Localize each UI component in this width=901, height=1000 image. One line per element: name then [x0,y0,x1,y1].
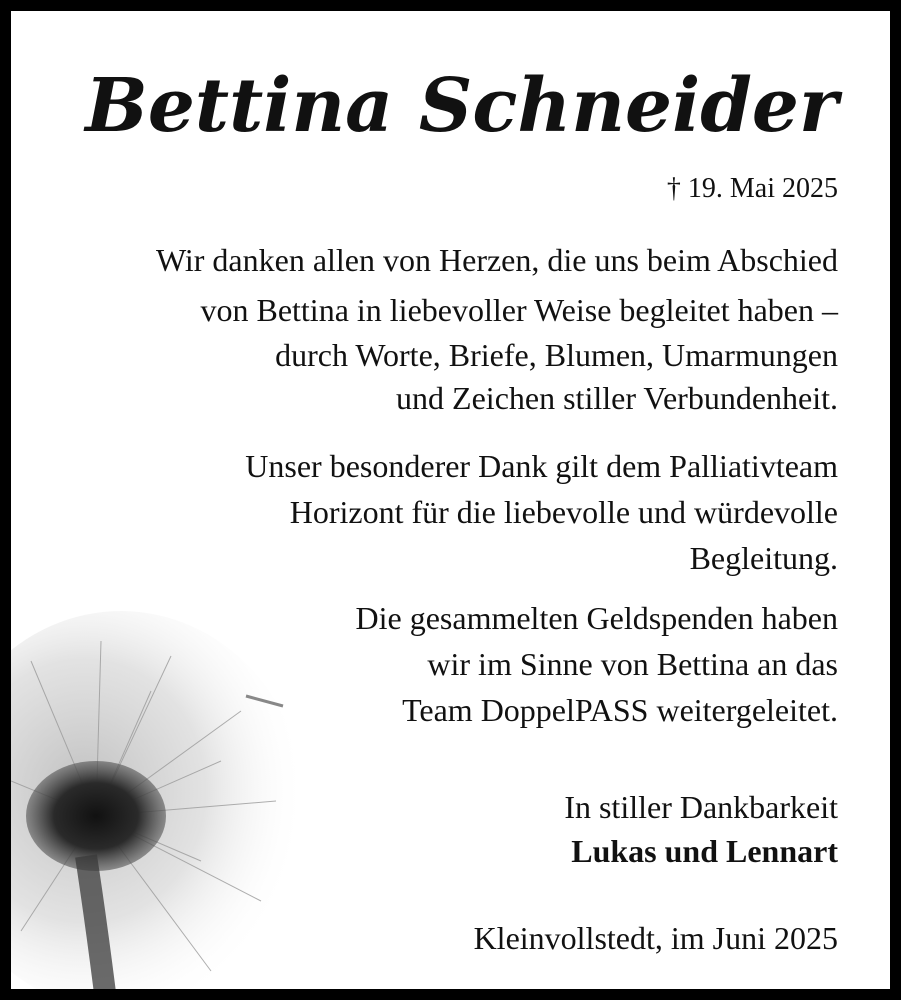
paragraph-line: Wir danken allen von Herzen, die uns beim Abschied [155,242,838,278]
paragraph-line: Horizont für die liebevolle und würdevolle [289,494,838,530]
donations-paragraph [356,595,839,733]
deceased-name: Bettina Schneider [85,63,838,149]
dandelion-image [11,601,311,1000]
paragraph-line: Team DoppelPASS weitergeleitet. [402,692,838,728]
paragraph-line: Begleitung. [689,540,838,576]
thanks-paragraph [156,235,838,421]
paragraph-line: Unser besonderer Dank gilt dem Palliativteam [245,448,838,484]
paragraph-line: und Zeichen stiller Verbundenheit. [396,380,838,416]
closing-block [564,785,838,873]
death-date: † 19. Mai 2025 [666,173,838,204]
closing-phrase: In stiller Dankbarkeit [564,789,838,825]
place-date: Kleinvollstedt, im Juni 2025 [473,920,838,956]
paragraph-line: wir im Sinne von Bettina an das [427,646,838,682]
signers: Lukas und Lennart [571,833,838,869]
paragraph-line: Die gesammelten Geldspenden haben [355,600,838,636]
special-thanks-paragraph [245,443,838,581]
paragraph-line: durch Worte, Briefe, Blumen, Umarmungen [275,337,838,373]
paragraph-line: von Bettina in liebevoller Weise begleitet haben – [200,292,838,328]
